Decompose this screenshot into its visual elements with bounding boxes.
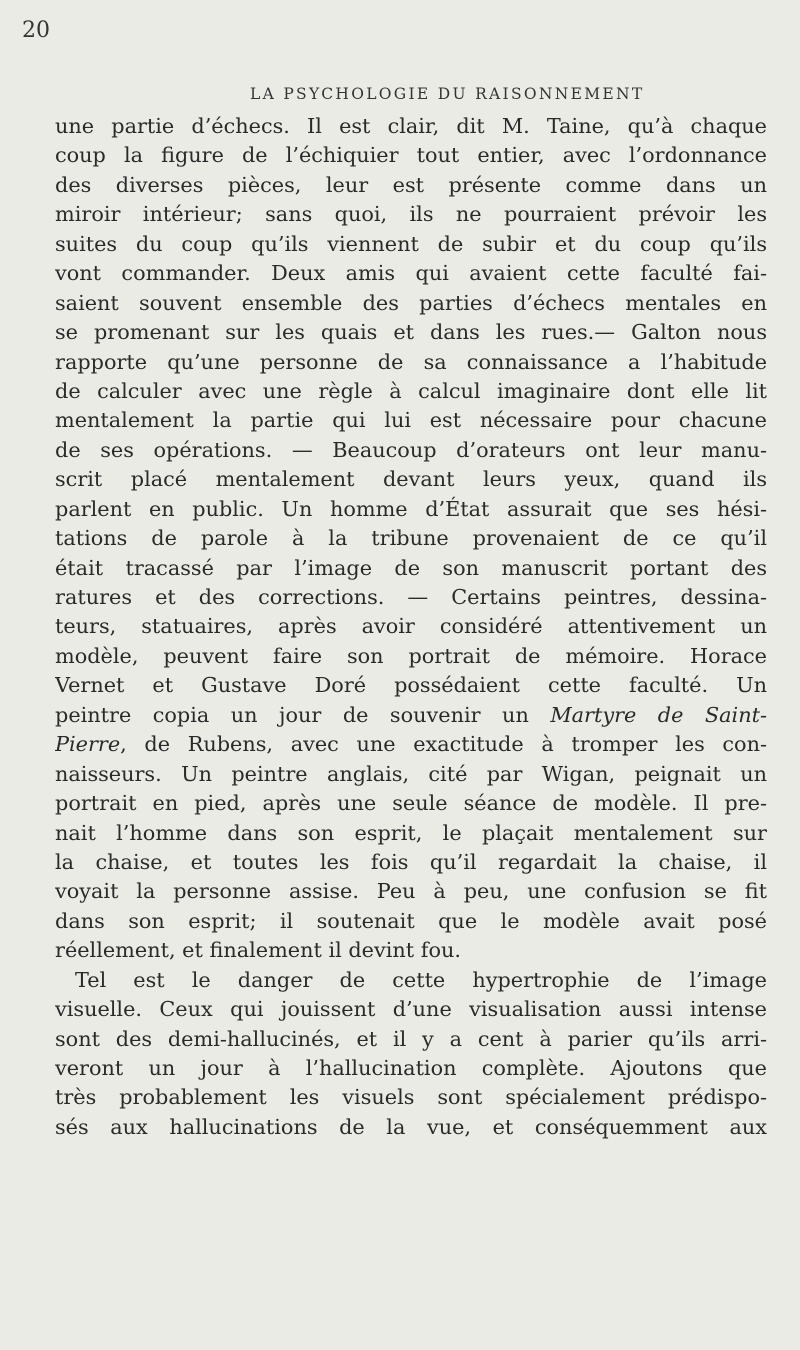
running-head: LA PSYCHOLOGIE DU RAISONNEMENT — [250, 85, 645, 103]
text-line: Vernet et Gustave Doré possédaient cette faculté. Un — [55, 673, 767, 698]
text-line: de calculer avec une règle à calcul imaginaire dont elle lit — [55, 378, 767, 403]
text-line: se promenant sur les quais et dans les rues.— Galton nous — [55, 320, 767, 345]
body-text — [55, 112, 767, 1142]
page-number: 20 — [22, 18, 50, 43]
text-line: nait l’homme dans son esprit, le plaçait mentalement sur — [55, 820, 767, 845]
text-line: modèle, peuvent faire son portrait de mémoire. Horace — [55, 643, 767, 668]
text-line: coup la figure de l’échiquier tout entier, avec l’ordonnance — [55, 143, 767, 168]
text-line: tations de parole à la tribune provenaient de ce qu’il — [55, 526, 767, 551]
text-line: parlent en public. Un homme d’État assurait que ses hési- — [55, 496, 767, 521]
text-line: mentalement la partie qui lui est nécessaire pour chacune — [55, 408, 767, 433]
text-line: très probablement les visuels sont spécialement prédispo- — [55, 1085, 767, 1110]
text-line: vont commander. Deux amis qui avaient cette faculté fai- — [55, 261, 767, 286]
text-line: veront un jour à l’hallucination complète. Ajoutons que — [55, 1056, 767, 1080]
text-line: sont des demi-hallucinés, et il y a cent à parier qu’ils arri- — [55, 1026, 767, 1051]
text-line: suites du coup qu’ils viennent de subir et du coup qu’ils — [55, 231, 767, 256]
text-line: saient souvent ensemble des parties d’échecs mentales en — [55, 290, 767, 315]
text-line: scrit placé mentalement devant leurs yeux, quand ils — [55, 467, 767, 492]
text-line: de ses opérations. — Beaucoup d’orateurs ont leur manu- — [55, 437, 767, 462]
text-line: voyait la personne assise. Peu à peu, une confusion se fit — [55, 879, 767, 904]
text-line: la chaise, et toutes les fois qu’il regardait la chaise, il — [55, 849, 767, 874]
text-line: portrait en pied, après une seule séance de modèle. Il pre- — [55, 791, 767, 816]
text-line: sés aux hallucinations de la vue, et conséquemment aux — [55, 1114, 767, 1139]
text-line: Pierre, de Rubens, avec une exactitude à tromper les con- — [55, 732, 767, 757]
text-line: était tracassé par l’image de son manuscrit portant des — [55, 555, 767, 580]
text-line: peintre copia un jour de souvenir un Martyre de Saint- — [55, 702, 767, 727]
text-line: dans son esprit; il soutenait que le modèle avait posé — [55, 908, 767, 933]
text-line: des diverses pièces, leur est présente comme dans un — [55, 172, 767, 197]
text-line: une partie d’échecs. Il est clair, dit M. Taine, qu’à chaque — [55, 114, 767, 138]
text-line: rapporte qu’une personne de sa connaissance a l’habitude — [55, 349, 767, 374]
text-line: miroir intérieur; sans quoi, ils ne pourraient prévoir les — [55, 202, 767, 227]
text-line: teurs, statuaires, après avoir considéré attentivement un — [55, 614, 767, 639]
text-line: visuelle. Ceux qui jouissent d’une visualisation aussi intense — [55, 997, 767, 1022]
paragraph-end-line: réellement, et finalement il devint fou. — [55, 938, 461, 963]
text-line: ratures et des corrections. — Certains peintres, dessina- — [55, 585, 767, 609]
paragraph-start-line: Tel est le danger de cette hypertrophie de l’image — [75, 967, 767, 992]
text-line: naisseurs. Un peintre anglais, cité par Wigan, peignait un — [55, 761, 767, 786]
